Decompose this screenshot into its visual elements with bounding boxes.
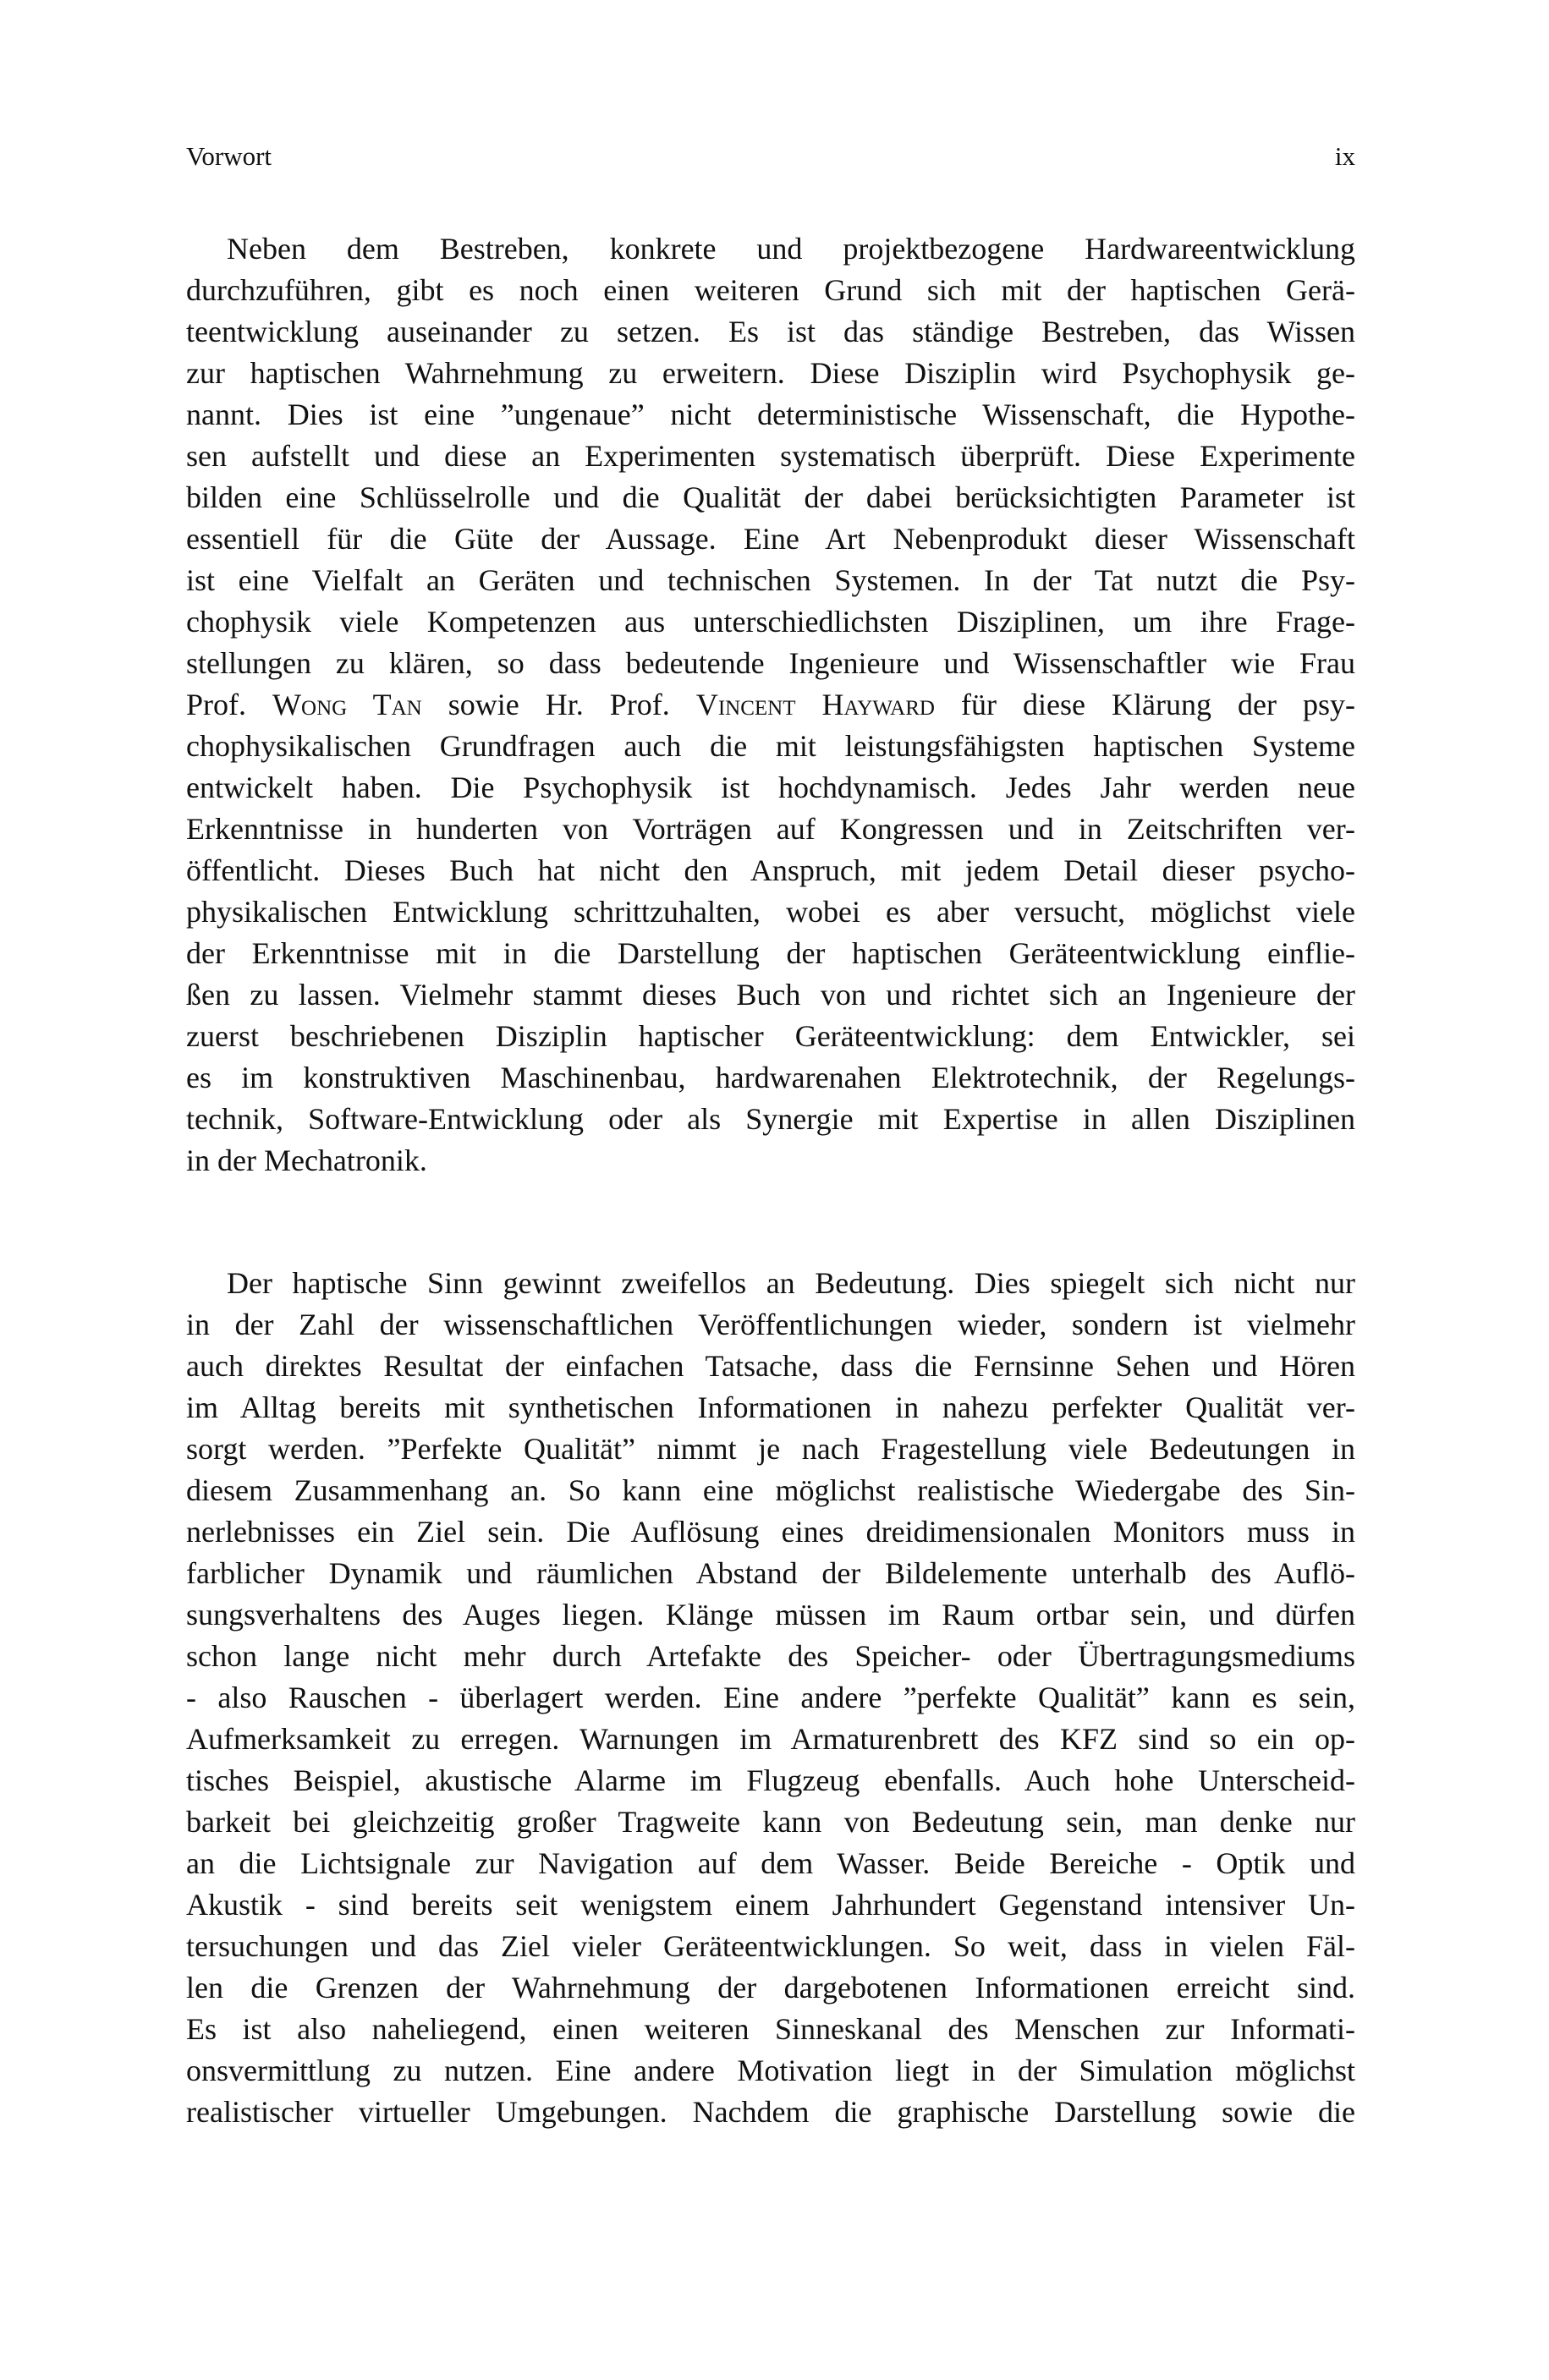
text-line: bilden eine Schlüsselrolle und die Qualität der dabei berücksichtigten Parameter ist <box>186 480 1355 514</box>
text-line: ist eine Vielfalt an Geräten und technischen Systemen. In der Tat nutzt die Psy- <box>186 563 1355 597</box>
text-line: sen aufstellt und diese an Experimenten systematisch überprüft. Diese Experimente <box>186 439 1355 473</box>
text-line: sungsverhaltens des Auges liegen. Klänge müssen im Raum ortbar sein, und dürfen <box>186 1598 1355 1631</box>
text-line: realistischer virtueller Umgebungen. Nachdem die graphische Darstellung sowie die <box>186 2095 1355 2129</box>
text-line: onsvermittlung zu nutzen. Eine andere Motivation liegt in der Simulation möglichst <box>186 2054 1355 2087</box>
text-segment: für diese Klärung der psy- <box>961 688 1356 721</box>
text-line: - also Rauschen - überlagert werden. Eine andere ”perfekte Qualität” kann es sein, <box>186 1681 1355 1714</box>
section-title: Vorwort <box>186 141 272 171</box>
text-line: sorgt werden. ”Perfekte Qualität” nimmt je nach Fragestellung viele Bedeutungen in <box>186 1432 1355 1466</box>
text-line: an die Lichtsignale zur Navigation auf dem Wasser. Beide Bereiche - Optik und <box>186 1846 1355 1880</box>
text-line: in der Mechatronik. <box>186 1143 427 1177</box>
text-line: der Erkenntnisse mit in die Darstellung der haptischen Geräteentwicklung einflie- <box>186 936 1355 970</box>
paragraph-2 <box>186 1263 1355 2133</box>
text-line: Es ist also naheliegend, einen weiteren Sinneskanal des Menschen zur Informati- <box>186 2012 1355 2046</box>
text-line: Aufmerksamkeit zu erregen. Warnungen im Armaturenbrett des KFZ sind so ein op- <box>186 1722 1355 1756</box>
text-line-with-names <box>186 684 1355 726</box>
text-line: zuerst beschriebenen Disziplin haptischer Geräteentwicklung: dem Entwickler, sei <box>186 1019 1355 1053</box>
running-head <box>186 135 1355 178</box>
page-number: ix <box>1334 141 1355 171</box>
text-line: barkeit bei gleichzeitig großer Tragweite kann von Bedeutung sein, man denke nur <box>186 1805 1355 1839</box>
text-line: durchzuführen, gibt es noch einen weiteren Grund sich mit der haptischen Gerä- <box>186 273 1355 307</box>
text-line: Der haptische Sinn gewinnt zweifellos an Bedeutung. Dies spiegelt sich nicht nur <box>227 1266 1355 1300</box>
text-segment: Prof. <box>186 688 246 721</box>
text-line: Neben dem Bestreben, konkrete und projektbezogene Hardwareentwicklung <box>227 232 1355 266</box>
text-line: physikalischen Entwicklung schrittzuhalten, wobei es aber versucht, möglichst viele <box>186 895 1355 929</box>
text-line: entwickelt haben. Die Psychophysik ist hochdynamisch. Jedes Jahr werden neue <box>186 770 1355 804</box>
text-line: tersuchungen und das Ziel vieler Geräteentwicklungen. So weit, dass in vielen Fäl- <box>186 1929 1355 1963</box>
text-line: technik, Software-Entwicklung oder als Synergie mit Expertise in allen Disziplinen <box>186 1102 1355 1136</box>
text-line: diesem Zusammenhang an. So kann eine möglichst realistische Wiedergabe des Sin- <box>186 1473 1355 1507</box>
text-line: öffentlicht. Dieses Buch hat nicht den Anspruch, mit jedem Detail dieser psycho- <box>186 853 1355 887</box>
person-name-wong-tan: Wong Tan <box>272 688 422 721</box>
text-line: auch direktes Resultat der einfachen Tatsache, dass die Fernsinne Sehen und Hören <box>186 1349 1355 1383</box>
text-line: chophysikalischen Grundfragen auch die mit leistungsfähigsten haptischen Systeme <box>186 729 1355 763</box>
text-line: Akustik - sind bereits seit wenigstem einem Jahrhundert Gegenstand intensiver Un- <box>186 1888 1355 1922</box>
text-line: es im konstruktiven Maschinenbau, hardwarenahen Elektrotechnik, der Regelungs- <box>186 1061 1355 1094</box>
text-line: nannt. Dies ist eine ”ungenaue” nicht deterministische Wissenschaft, die Hypothe- <box>186 398 1355 431</box>
text-line: im Alltag bereits mit synthetischen Informationen in nahezu perfekter Qualität ver- <box>186 1390 1355 1424</box>
body-text <box>186 228 1355 2133</box>
text-line: len die Grenzen der Wahrnehmung der dargebotenen Informationen erreicht sind. <box>186 1971 1355 2004</box>
text-line: nerlebnisses ein Ziel sein. Die Auflösung eines dreidimensionalen Monitors muss in <box>186 1515 1355 1549</box>
text-line: chophysik viele Kompetenzen aus unterschiedlichsten Disziplinen, um ihre Frage- <box>186 605 1355 639</box>
text-line: farblicher Dynamik und räumlichen Abstand der Bildelemente unterhalb des Auflö- <box>186 1556 1355 1590</box>
text-line: zur haptischen Wahrnehmung zu erweitern. Diese Disziplin wird Psychophysik ge- <box>186 356 1355 390</box>
person-name-vincent-hayward: Vincent Hayward <box>695 688 935 721</box>
text-segment: sowie Hr. Prof. <box>448 688 670 721</box>
text-line: ßen zu lassen. Vielmehr stammt dieses Buch von und richtet sich an Ingenieure der <box>186 978 1355 1012</box>
paragraph-spacer <box>186 1182 1355 1263</box>
text-line: stellungen zu klären, so dass bedeutende Ingenieure und Wissenschaftler wie Frau <box>186 646 1355 680</box>
text-line: schon lange nicht mehr durch Artefakte des Speicher- oder Übertragungsmediums <box>186 1639 1355 1673</box>
text-line: essentiell für die Güte der Aussage. Eine Art Nebenprodukt dieser Wissenschaft <box>186 522 1355 556</box>
paragraph-1 <box>186 228 1355 1182</box>
text-line: in der Zahl der wissenschaftlichen Veröffentlichungen wieder, sondern ist vielmehr <box>186 1308 1355 1341</box>
text-line: tisches Beispiel, akustische Alarme im Flugzeug ebenfalls. Auch hohe Unterscheid- <box>186 1763 1355 1797</box>
text-line: teentwicklung auseinander zu setzen. Es ist das ständige Bestreben, das Wissen <box>186 315 1355 348</box>
text-line: Erkenntnisse in hunderten von Vorträgen auf Kongressen und in Zeitschriften ver- <box>186 812 1355 846</box>
